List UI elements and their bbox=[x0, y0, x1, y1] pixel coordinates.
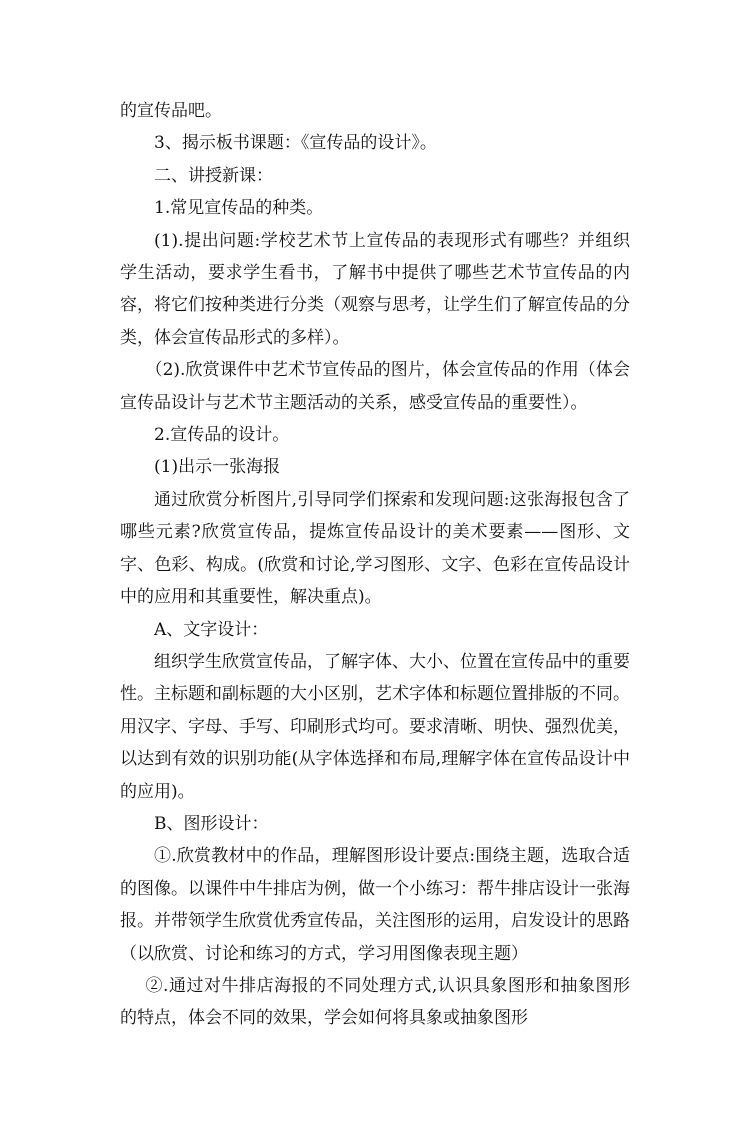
paragraph-reveal-topic: 3、揭示板书课题：《宣传品的设计》。 bbox=[154, 133, 437, 154]
document-body bbox=[120, 95, 630, 1035]
paragraph-graphic-design-2: ②.通过对牛排店海报的不同处理方式,认识具象图形和抽象图形的特点，体会不同的效果，学会如何将具象或抽象图形 bbox=[120, 975, 630, 1029]
subheading-graphic-design: B、图形设计： bbox=[154, 813, 269, 834]
section-heading-new-lesson: 二、讲授新课： bbox=[154, 165, 273, 186]
subheading-show-poster: (1)出示一张海报 bbox=[154, 457, 281, 478]
paragraph-continuation: 的宣传品吧。 bbox=[120, 101, 222, 121]
paragraph-question: (1).提出问题:学校艺术节上宣传品的表现形式有哪些？并组织学生活动，要求学生看书，了解书中提供了哪些艺术节宣传品的内容，将它们按种类进行分类（观察与思考，让学生们了解宣传品的分类，体会宣传品形式的多样）。 bbox=[120, 230, 630, 348]
paragraph-appreciate-images: （2).欣赏课件中艺术节宣传品的图片，体会宣传品的作用（体会宣传品设计与艺术节主题活动的关系，感受宣传品的重要性）。 bbox=[120, 360, 630, 413]
subheading-design: 2.宣传品的设计。 bbox=[154, 425, 290, 446]
subheading-text-design: A、文字设计： bbox=[154, 619, 269, 640]
subheading-common-types: 1.常见宣传品的种类。 bbox=[154, 198, 324, 219]
paragraph-graphic-design-1: ①.欣赏教材中的作品，理解图形设计要点:围绕主题，选取合适的图像。以课件中牛排店为例，做一个小练习：帮牛排店设计一张海报。并带领学生欣赏优秀宣传品，关注图形的运用，启发设计的思路（以欣赏、讨论和练习的方式，学习用图像表现主题） bbox=[120, 846, 630, 964]
paragraph-analyze-poster: 通过欣赏分析图片,引导同学们探索和发现问题:这张海报包含了哪些元素?欣赏宣传品，提炼宣传品设计的美术要素——图形、文字、色彩、构成。(欣赏和讨论,学习图形、文字、色彩在宣传品设计中的应用和其重要性，解决重点)。 bbox=[120, 489, 630, 608]
paragraph-text-design: 组织学生欣赏宣传品，了解字体、大小、位置在宣传品中的重要性。主标题和副标题的大小区别，艺术字体和标题位置排版的不同。用汉字、字母、手写、印刷形式均可。要求清晰、明快、强烈优美，以达到有效的识别功能(从字体选择和布局,理解字体在宣传品设计中的应用)。 bbox=[120, 651, 630, 802]
